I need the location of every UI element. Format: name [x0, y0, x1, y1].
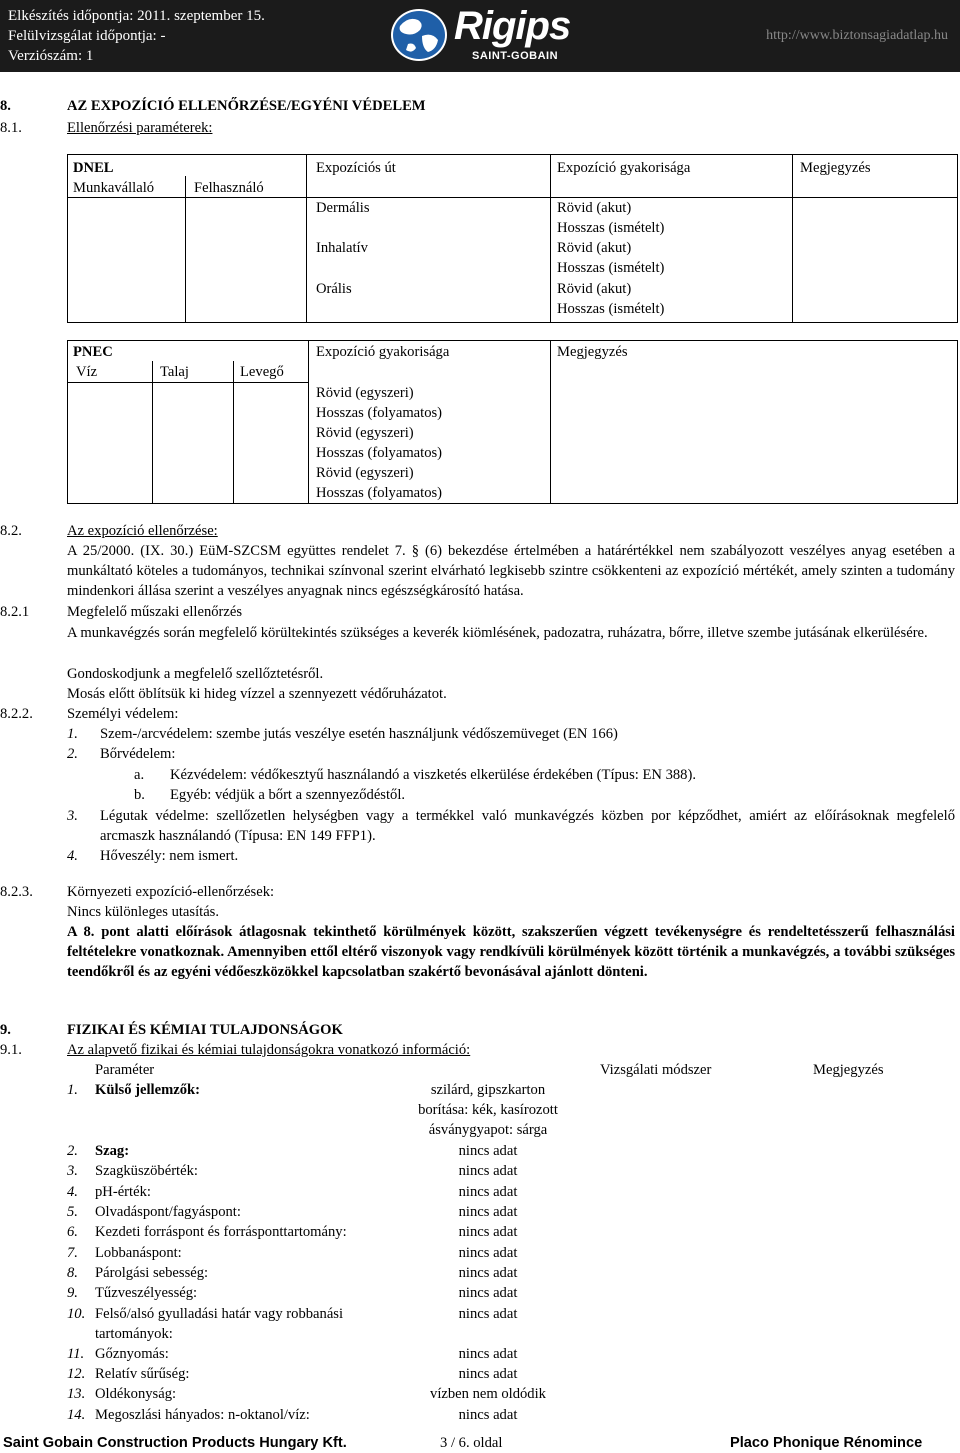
section-9-number: 9.	[0, 1022, 11, 1038]
frequency-header: Expozíció gyakorisága	[316, 344, 450, 360]
header-info	[8, 6, 265, 66]
property-number: 7.	[67, 1245, 78, 1261]
section-81-title: Ellenőrzési paraméterek:	[67, 120, 213, 136]
section-821-number: 8.2.1	[0, 604, 30, 620]
property-value: nincs adat	[458, 1285, 518, 1301]
property-value: nincs adat	[458, 1346, 518, 1362]
property-value: nincs adat	[458, 1143, 518, 1159]
washing-text: Mosás előtt öblítsük ki hideg vízzel a szennyezett védőruházatot.	[67, 686, 447, 702]
section-82-number: 8.2.	[0, 523, 22, 539]
property-value: vízben nem oldódik	[430, 1386, 546, 1402]
note-header: Megjegyzés	[813, 1062, 884, 1078]
property-value: nincs adat	[458, 1245, 518, 1261]
property-value: nincs adat	[458, 1306, 518, 1322]
property-value: nincs adat	[458, 1265, 518, 1281]
property-name: Külső jellemzők:	[95, 1082, 200, 1098]
frequency-short: Rövid (akut)	[557, 281, 632, 297]
parameter-header: Paraméter	[95, 1062, 155, 1078]
property-name: Kezdeti forráspont és forrásponttartomány:	[95, 1224, 347, 1240]
engineering-control-text: A munkavégzés során megfelelő körültekintés szükséges a keverék kiömlésének, padozatra, ruházatra, bőrre, illetve szembe jutásának elkerülésére.	[67, 625, 928, 641]
created-date: Elkészítés időpontja: 2011. szeptember 15.	[8, 8, 265, 24]
dnel-col-line	[185, 176, 186, 322]
property-number: 2.	[67, 1143, 78, 1159]
logo-text: Rigips	[454, 4, 571, 48]
air-header: Levegő	[240, 364, 284, 380]
worker-header: Munkavállaló	[73, 180, 155, 196]
section-91-number: 9.1.	[0, 1042, 22, 1058]
frequency-short: Rövid (egyszeri)	[316, 465, 414, 481]
section-8-number: 8.	[0, 98, 11, 114]
note-header: Megjegyzés	[800, 160, 871, 176]
revised-date: Felülvizsgálat időpontja: -	[8, 28, 166, 44]
section-9-title: FIZIKAI ÉS KÉMIAI TULAJDONSÁGOK	[67, 1022, 343, 1038]
property-value: borítása: kék, kasírozott	[418, 1102, 558, 1118]
route-header: Expozíciós út	[316, 160, 396, 176]
frequency-short: Rövid (akut)	[557, 240, 632, 256]
property-name: Gőznyomás:	[95, 1346, 169, 1362]
method-header: Vizsgálati módszer	[600, 1062, 712, 1078]
property-number: 4.	[67, 1184, 78, 1200]
pnec-col-line	[308, 340, 309, 503]
section-82-title: Az expozíció ellenőrzése:	[67, 523, 218, 539]
dnel-col-line	[550, 154, 551, 322]
pnec-col-line	[550, 340, 551, 503]
regulation-paragraph: A 25/2000. (IX. 30.) EüM-SZCSM együttes rendelet 7. § (6) bekezdése értelmében a határértékkel nem szabályozott veszélyes anyag esetében a munkáltató köteles a tudományos, technikai színvonal szerint elvárható legkisebb szintre csökkenteni az expozíció mértékét, amely szinten a tudomány mindenkori állása szerint a veszélyes anyagnak nincs egészségkárosító hatása.	[67, 543, 955, 599]
property-name: Relatív sűrűség:	[95, 1366, 190, 1382]
header-url[interactable]: http://www.biztonsagiadatlap.hu	[766, 28, 948, 43]
route-dermal: Dermális	[316, 200, 370, 216]
eye-protection-text: Szem-/arcvédelem: szembe jutás veszélye esetén használjunk védőszemüveget (EN 166)	[100, 726, 618, 742]
property-name: Lobbanáspont:	[95, 1245, 182, 1261]
frequency-short: Rövid (egyszeri)	[316, 385, 414, 401]
dnel-header: DNEL	[73, 160, 114, 176]
route-inhalation: Inhalatív	[316, 240, 368, 256]
route-oral: Orális	[316, 281, 352, 297]
pnec-header: PNEC	[73, 344, 113, 360]
property-name: Oldékonyság:	[95, 1386, 177, 1402]
section-91-title: Az alapvető fizikai és kémiai tulajdonságokra vonatkozó információ:	[67, 1042, 471, 1058]
frequency-long: Hosszas (folyamatos)	[316, 485, 443, 501]
list-number: 1.	[67, 726, 78, 742]
property-number: 13.	[67, 1386, 86, 1402]
frequency-long: Hosszas (ismételt)	[557, 301, 665, 317]
footer-company: Saint Gobain Construction Products Hungary Kft.	[3, 1435, 347, 1451]
section-822-title: Személyi védelem:	[67, 706, 179, 722]
page-number: 3 / 6. oldal	[440, 1435, 503, 1451]
frequency-header: Expozíció gyakorisága	[557, 160, 691, 176]
list-number: 2.	[67, 746, 78, 762]
footer-product: Placo Phonique Rénomince	[730, 1435, 923, 1451]
property-value: nincs adat	[458, 1163, 518, 1179]
rigips-logo	[388, 4, 578, 68]
hand-protection-text: Kézvédelem: védőkesztyű használandó a viszketés elkerülése érdekében (Típus: EN 388).	[170, 767, 696, 783]
frequency-short: Rövid (egyszeri)	[316, 425, 414, 441]
frequency-short: Rövid (akut)	[557, 200, 632, 216]
other-protection-text: Egyéb: védjük a bőrt a szennyeződéstől.	[170, 787, 406, 803]
property-number: 8.	[67, 1265, 78, 1281]
list-number: 3.	[67, 808, 78, 824]
property-value: nincs adat	[458, 1204, 518, 1220]
thermal-hazard-text: Hőveszély: nem ismert.	[100, 848, 239, 864]
property-name: pH-érték:	[95, 1184, 151, 1200]
section-81-number: 8.1.	[0, 120, 22, 136]
property-name: Szagküszöbérték:	[95, 1163, 198, 1179]
dnel-col-line	[792, 154, 793, 322]
list-letter: a.	[134, 767, 145, 783]
property-number: 12.	[67, 1366, 86, 1382]
property-name-continued: tartományok:	[95, 1326, 173, 1342]
skin-protection-text: Bőrvédelem:	[100, 746, 176, 762]
section-8-disclaimer: A 8. pont alatti előírások átlagosnak tekinthető körülmények között, szakszerűen végzett tevékenységre és rendeltetésszerű felhasználási feltételekre vonatkoznak. Amennyiben ettől eltérő viszonyok vagy rendkívüli körülmények között történik a munkavégzés, a további szükséges teendőkről és az egyéni védőeszközökkel kapcsolatban szakértő bevonásával ajánlott dönteni.	[67, 924, 955, 980]
section-823-number: 8.2.3.	[0, 884, 33, 900]
property-name: Szag:	[95, 1143, 130, 1159]
environmental-text: Nincs különleges utasítás.	[67, 904, 219, 920]
property-value: szilárd, gipszkarton	[430, 1082, 546, 1098]
property-name: Olvadáspont/fagyáspont:	[95, 1204, 241, 1220]
property-number: 1.	[67, 1082, 78, 1098]
note-header: Megjegyzés	[557, 344, 628, 360]
section-821-title: Megfelelő műszaki ellenőrzés	[67, 604, 243, 620]
property-number: 3.	[67, 1163, 78, 1179]
property-name: Párolgási sebesség:	[95, 1265, 209, 1281]
ventilation-text: Gondoskodjunk a megfelelő szellőztetésről.	[67, 666, 324, 682]
frequency-long: Hosszas (folyamatos)	[316, 445, 443, 461]
pnec-col-line	[233, 361, 234, 503]
list-number: 4.	[67, 848, 78, 864]
respiratory-protection-text: Légutak védelme: szellőzetlen helységben vagy a termékkel való munkavégzés közben por képződhet, amiért az előírásoknak megfelelő arcmaszk használandó (Típusa: EN 149 FFP1).	[100, 808, 955, 844]
section-823-title: Környezeti expozíció-ellenőrzések:	[67, 884, 275, 900]
list-letter: b.	[134, 787, 145, 803]
property-name: Megoszlási hányados: n-oktanol/víz:	[95, 1407, 310, 1423]
property-number: 6.	[67, 1224, 78, 1240]
dnel-col-line	[306, 154, 307, 322]
section-822-number: 8.2.2.	[0, 706, 33, 722]
property-value: nincs adat	[458, 1407, 518, 1423]
property-number: 9.	[67, 1285, 78, 1301]
pnec-row-line	[67, 382, 308, 383]
property-name: Felső/alsó gyulladási határ vagy robbanási	[95, 1306, 344, 1322]
soil-header: Talaj	[160, 364, 189, 380]
property-number: 5.	[67, 1204, 78, 1220]
logo-subtext: SAINT-GOBAIN	[472, 50, 559, 62]
user-header: Felhasználó	[194, 180, 264, 196]
frequency-long: Hosszas (ismételt)	[557, 220, 665, 236]
section-8-title: AZ EXPOZÍCIÓ ELLENŐRZÉSE/EGYÉNI VÉDELEM	[67, 98, 426, 114]
property-name: Tűzveszélyesség:	[95, 1285, 198, 1301]
property-value: nincs adat	[458, 1184, 518, 1200]
property-number: 11.	[67, 1346, 85, 1362]
frequency-long: Hosszas (folyamatos)	[316, 405, 443, 421]
pnec-table	[67, 340, 958, 504]
property-number: 10.	[67, 1306, 86, 1322]
water-header: Víz	[76, 364, 98, 380]
property-number: 14.	[67, 1407, 86, 1423]
globe-icon	[388, 6, 450, 64]
property-value: nincs adat	[458, 1366, 518, 1382]
property-value: nincs adat	[458, 1224, 518, 1240]
property-value: ásványgyapot: sárga	[428, 1122, 548, 1138]
version-number: Verziószám: 1	[8, 48, 94, 64]
frequency-long: Hosszas (ismételt)	[557, 260, 665, 276]
pnec-col-line	[152, 361, 153, 503]
